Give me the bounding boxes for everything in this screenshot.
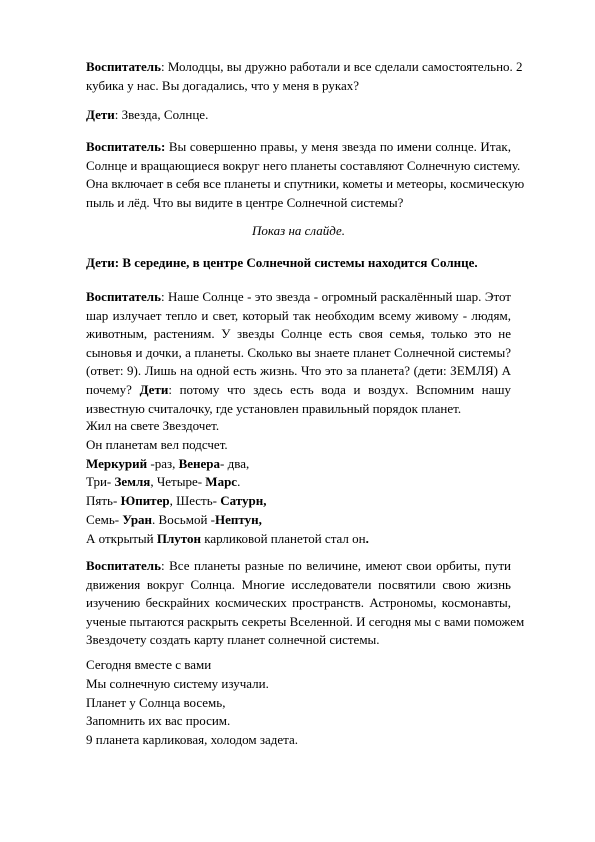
text-line: Она включает в себя все планеты и спутники, кометы и метеоры, космическую [86,176,525,192]
text-line: изучению бескрайних космических пространств. Астрономы, космонавты, [86,595,511,611]
poem-closing [86,656,511,750]
text-line: ученые пытаются раскрыть секреты Вселенной. И сегодня мы с вами поможем [86,613,525,629]
text-line: почему? Дети: потому что здесь есть вода и воздух. Вспомним нашу [86,381,511,397]
speaker-label: Дети [86,107,115,122]
poem-line: Семь- Уран. Восьмой -Нептун, [86,511,262,527]
poem-line: Меркурий -раз, Венера- два, [86,455,250,471]
text-line: Воспитатель: Вы совершенно правы, у меня звезда по имени солнце. Итак, [86,139,511,154]
text-line: движения вокруг Солнца. Многие исследователи посвятили свою жизнь [86,576,511,592]
text-line: шар излучает тепло и свет, который так необходим всему живому - людям, [86,307,511,323]
speaker-label: Воспитатель [86,59,161,74]
poem-line: Пять- Юпитер, Шесть- Сатурн, [86,493,267,509]
text-line: известную считалочку, где установлен правильный порядок планет. [86,400,462,416]
poem-line: А открытый Плутон карликовой планетой стал он. [86,530,369,546]
poem-line: 9 планета карликовая, холодом задета. [86,732,299,748]
poem-line: Жил на свете Звездочет. [86,418,220,433]
paragraph-teacher-2 [86,138,525,212]
speaker-label: Воспитатель: [86,139,166,154]
speaker-label: Воспитатель [86,558,161,573]
text-line: Звездочету создать карту планет солнечной системы. [86,632,380,648]
poem-line: Планет у Солнца восемь, [86,694,226,710]
speaker-label: Дети [139,381,169,397]
text-line: Дети: Звезда, Солнце. [86,107,209,122]
poem-line: Запомнить их вас просим. [86,713,231,729]
poem-line: Мы солнечную систему изучали. [86,675,269,691]
text-line: Воспитатель: Все планеты разные по величине, имеют свои орбиты, пути [86,558,511,573]
slide-note: Показ на слайде. [251,223,346,238]
text-line: кубика у нас. Вы догадались, что у меня в руках? [86,77,360,93]
text-line: Солнце и вращающиеся вокруг него планеты составляют Солнечную систему. [86,157,521,173]
poem-line: Он планетам вел подсчет. [86,436,228,452]
paragraph-children-2 [86,254,511,273]
paragraph-teacher-4 [86,557,525,650]
poem-line: Сегодня вместе с вами [86,657,212,672]
text-line: Дети: В середине, в центре Солнечной системы находится Солнце. [86,255,478,270]
poem-planets [86,417,511,549]
speaker-label: Воспитатель [86,289,161,304]
text-line: Воспитатель: Молодцы, вы дружно работали и все сделали самостоятельно. 2 [86,59,523,74]
text-line: животным, растениям. У звезды Солнце есть своя семья, только это не [86,326,511,342]
paragraph-teacher-3 [86,288,511,418]
text-line: сыновья и дочки, а планеты. Сколько вы знаете планет Солнечной системы? [86,344,511,360]
paragraph-children-1 [86,106,511,125]
paragraph-teacher-1 [86,58,523,95]
text-line: Воспитатель: Наше Солнце - это звезда - огромный раскалённый шар. Этот [86,289,511,304]
text-line: пыль и лёд. Что вы видите в центре Солнечной системы? [86,194,404,210]
poem-line: Три- Земля, Четыре- Марс. [86,474,241,490]
text-line: (ответ: 9). Лишь на одной есть жизнь. Что это за планета? (дети: ЗЕМЛЯ) А [86,363,511,379]
